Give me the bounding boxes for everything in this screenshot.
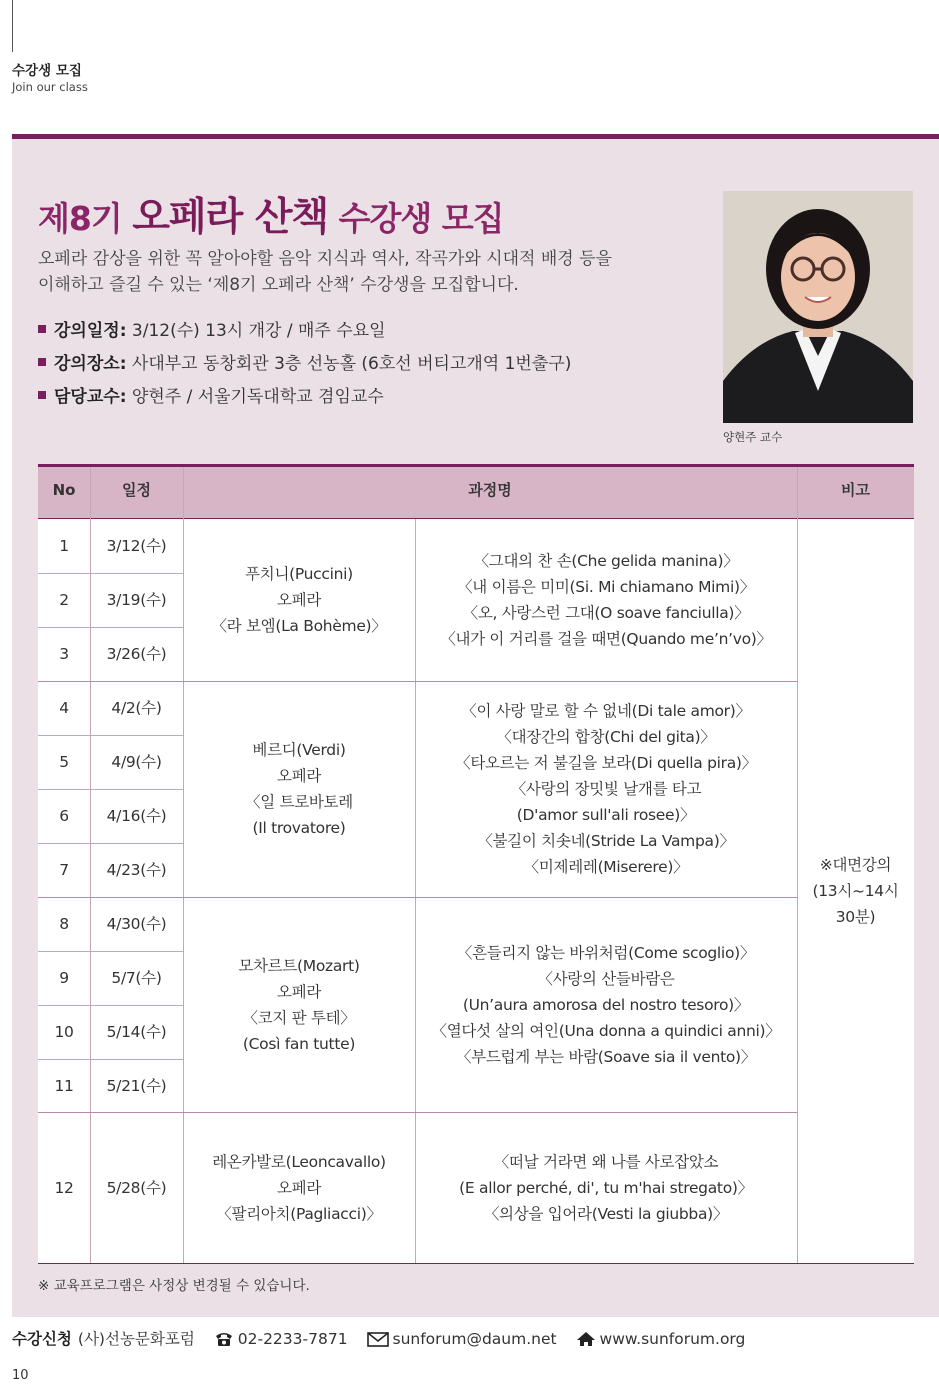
photo-caption: 양현주 교수 [723,430,783,444]
row-no: 10 [54,1023,74,1041]
header-remarks: 비고 [841,481,870,499]
aria-line: 〈흔들리지 않는 바위처럼(Come scoglio)〉 [456,943,756,962]
aria-line: 〈내 이름은 미미(Si. Mi chiamano Mimi)〉 [457,578,755,596]
aria-list [415,681,797,897]
title-main: 오페라 산책 [132,195,329,240]
row-date: 5/7(수) [111,969,162,987]
footer-label: 수강신청 [12,1330,72,1348]
info-label: 강의일정: [54,321,127,341]
title-suffix: 수강생 모집 [328,199,504,238]
section-subtitle: Join our class [12,80,88,94]
aria-line: 〈내가 이 거리를 걸을 때면(Quando me’n’vo)〉 [440,630,772,648]
header-course: 과정명 [468,481,512,499]
row-no: 3 [59,645,69,663]
aria-line: 〈사랑의 산들바람은 [537,969,675,988]
info-label: 강의장소: [54,354,127,374]
aria-line: 〈떠날 거라면 왜 나를 사로잡았소 [493,1152,719,1171]
row-no: 8 [59,915,69,933]
web-contact[interactable] [576,1330,746,1348]
opera-line: 푸치니(Puccini) [245,565,353,583]
aria-line: 〈대장간의 합창(Chi del gita)〉 [496,728,716,746]
aria-line: (Un’aura amorosa del nostro tesoro)〉 [462,995,750,1014]
aria-line: 〈미제레레(Miserere)〉 [523,858,689,876]
opera-line: (Così fan tutte) [242,1034,356,1053]
row-date: 5/14(수) [106,1023,167,1041]
row-date: 3/26(수) [106,645,167,663]
registration-footer [12,1327,745,1349]
opera-line: 오페라 [276,982,321,1001]
aria-line: 〈불길이 치솟네(Stride La Vampa)〉 [477,832,735,850]
opera-line: 모차르트(Mozart) [238,956,360,975]
info-schedule [38,316,386,341]
opera-line: 〈코지 판 투테〉 [242,1008,356,1027]
intro-line: 오페라 감상을 위한 꼭 알아야할 음악 지식과 역사, 작곡가와 시대적 배경 등을 [38,249,612,269]
mail-icon [367,1332,389,1347]
row-no: 9 [59,969,69,987]
aria-line: 〈타오르는 저 불길을 보라(Di quella pira)〉 [455,754,757,772]
aria-line: 〈사랑의 장밋빛 날개를 타고 [510,780,702,798]
aria-line: 〈그대의 찬 손(Che gelida manina)〉 [473,552,739,570]
header-no: No [52,481,76,499]
opera-line: 베르디(Verdi) [252,741,346,759]
table-bottom-rule [38,1263,914,1264]
row-date: 5/28(수) [106,1178,167,1197]
opera-line: 오페라 [276,767,322,785]
phone-contact[interactable] [214,1330,348,1348]
info-value: 양현주 / 서울기독대학교 겸임교수 [126,387,384,407]
opera-title [183,897,415,1112]
info-professor [38,382,384,407]
bullet-icon [38,391,46,399]
schedule-note: ※ 교육프로그램은 사정상 변경될 수 있습니다. [38,1278,310,1294]
aria-line: (D'amor sull'ali rosee)〉 [516,806,696,824]
opera-line: 〈팔리아치(Pagliacci)〉 [216,1204,382,1223]
row-date: 4/16(수) [106,807,167,825]
info-value: 3/12(수) 13시 개강 / 매주 수요일 [126,321,386,341]
opera-line: 〈라 보엠(La Bohème)〉 [211,617,387,635]
row-date: 4/23(수) [106,861,167,879]
header-date: 일정 [122,481,151,499]
page-title [38,186,504,242]
aria-line: 〈오, 사랑스런 그대(O soave fanciulla)〉 [462,604,750,622]
row-no: 7 [59,861,69,879]
aria-line: 〈부드럽게 부는 바람(Soave sia il vento)〉 [455,1047,756,1066]
row-no: 12 [54,1178,74,1197]
info-location [38,349,571,374]
title-prefix: 제8기 [38,199,133,238]
row-date: 3/19(수) [106,591,167,609]
row-date: 4/2(수) [111,699,162,717]
intro-line: 이해하고 즐길 수 있는 ‘제8기 오페라 산책’ 수강생을 모집합니다. [38,275,519,295]
intro-text [38,246,678,298]
info-label: 담당교수: [54,387,127,407]
row-no: 4 [59,699,69,717]
info-value: 사대부고 동창회관 3층 선농홀 (6호선 버티고개역 1번출구) [126,354,572,374]
opera-title [183,519,415,681]
home-icon [576,1331,596,1347]
aria-line: (E allor perché, di', tu m'hai stregato)〉 [459,1178,753,1197]
remark-line: 30분) [835,908,876,926]
row-date: 5/21(수) [106,1076,167,1095]
phone-icon [214,1331,234,1347]
page-number: 10 [12,1368,29,1383]
opera-line: 오페라 [276,591,321,609]
bullet-icon [38,358,46,366]
email-contact[interactable] [367,1330,557,1348]
row-no: 5 [59,753,69,771]
section-title: 수강생 모집 [12,63,82,79]
schedule-table [38,464,914,1264]
website-url: www.sunforum.org [599,1330,746,1348]
remarks-cell [797,519,914,1263]
opera-line: 레온카발로(Leoncavallo) [212,1152,386,1171]
aria-list [415,1112,797,1263]
remark-line: (13시~14시 [812,882,899,900]
row-date: 4/30(수) [106,915,167,933]
footer-org: (사)선농문화포럼 [77,1330,195,1348]
row-no: 11 [54,1076,74,1095]
margin-rule [12,0,13,52]
aria-list [415,897,797,1112]
remark-line: ※대면강의 [819,856,892,874]
bullet-icon [38,325,46,333]
professor-photo [723,191,913,423]
email-address: sunforum@daum.net [392,1330,557,1348]
row-no: 2 [59,591,69,609]
opera-line: 오페라 [276,1178,322,1197]
aria-list [415,519,797,681]
row-no: 1 [59,537,69,555]
aria-line: 〈의상을 입어라(Vesti la giubba)〉 [483,1204,729,1223]
row-date: 4/9(수) [111,753,162,771]
row-no: 6 [59,807,69,825]
opera-line: 〈일 트로바토레 [245,793,353,811]
aria-line: 〈이 사랑 말로 할 수 없네(Di tale amor)〉 [461,702,751,720]
aria-line: 〈열다섯 살의 여인(Una donna a quindici anni)〉 [431,1021,781,1040]
opera-title [183,1112,415,1263]
opera-title [183,681,415,897]
opera-line: (Il trovatore) [252,819,346,837]
row-date: 3/12(수) [106,537,167,555]
phone-number: 02-2233-7871 [237,1330,348,1348]
